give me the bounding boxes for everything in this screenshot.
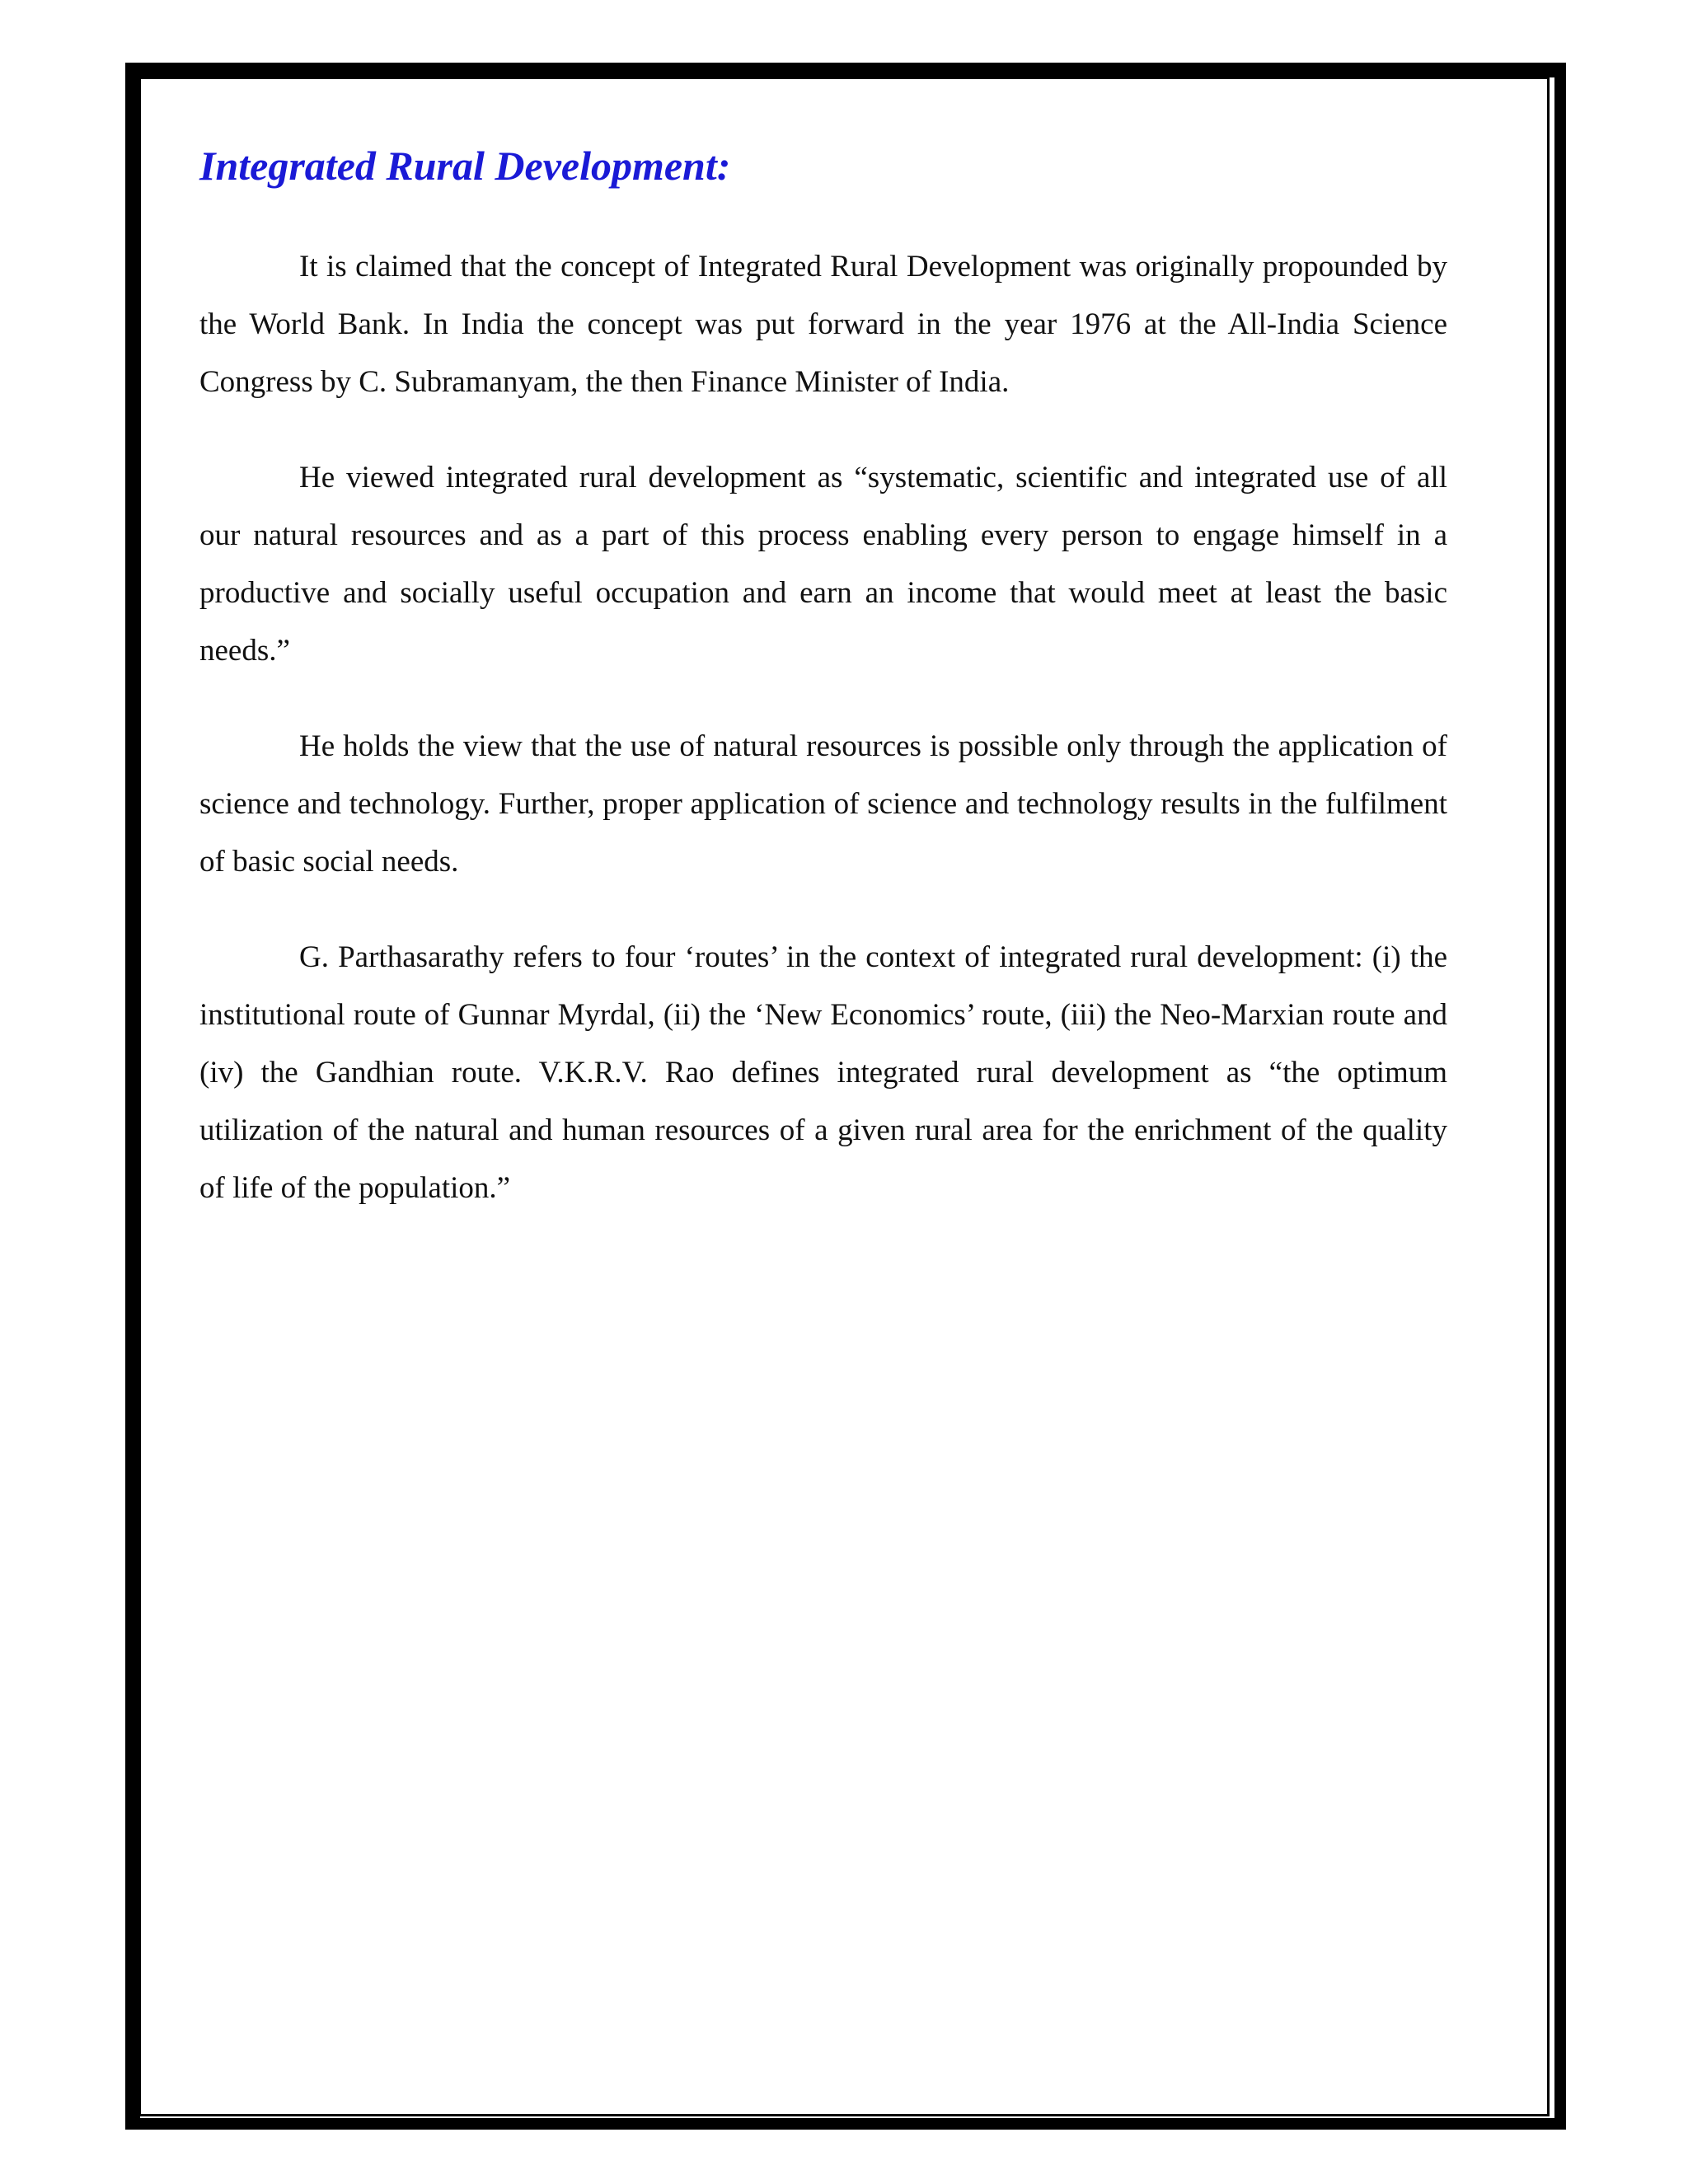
paragraph-definition-quote: He viewed integrated rural development as “systematic, scientific and integrated use of all our natural resources and as a part of this process enabling every person to engage himself in a productive and socially useful occupation and earn an income that would meet at least the basic needs.” xyxy=(199,461,1447,668)
paragraph-origin: It is claimed that the concept of Integrated Rural Development was originally propounded by the World Bank. In India the concept was put forward in the year 1976 at the All-India Science Congress by C. Subramanyam, the then Finance Minister of India. xyxy=(199,250,1447,399)
page-content xyxy=(199,136,1447,1255)
paragraph-four-routes: G. Parthasarathy refers to four ‘routes’ in the context of integrated rural development: (i) the institutional route of Gunnar Myrdal, (ii) the ‘New Economics’ route, (iii) the Neo-Marxian route and (iv) the Gandhian route. V.K.R.V. Rao defines integrated rural development as “the optimum utilization of the natural and human resources of a given rural area for the enrichment of the quality of life of the population.” xyxy=(199,940,1447,1205)
section-heading: Integrated Rural Development: xyxy=(199,143,731,189)
paragraph-science-technology: He holds the view that the use of natural resources is possible only through the application of science and technology. Further, proper application of science and technology results in the fulfilment of basic social needs. xyxy=(199,729,1447,879)
